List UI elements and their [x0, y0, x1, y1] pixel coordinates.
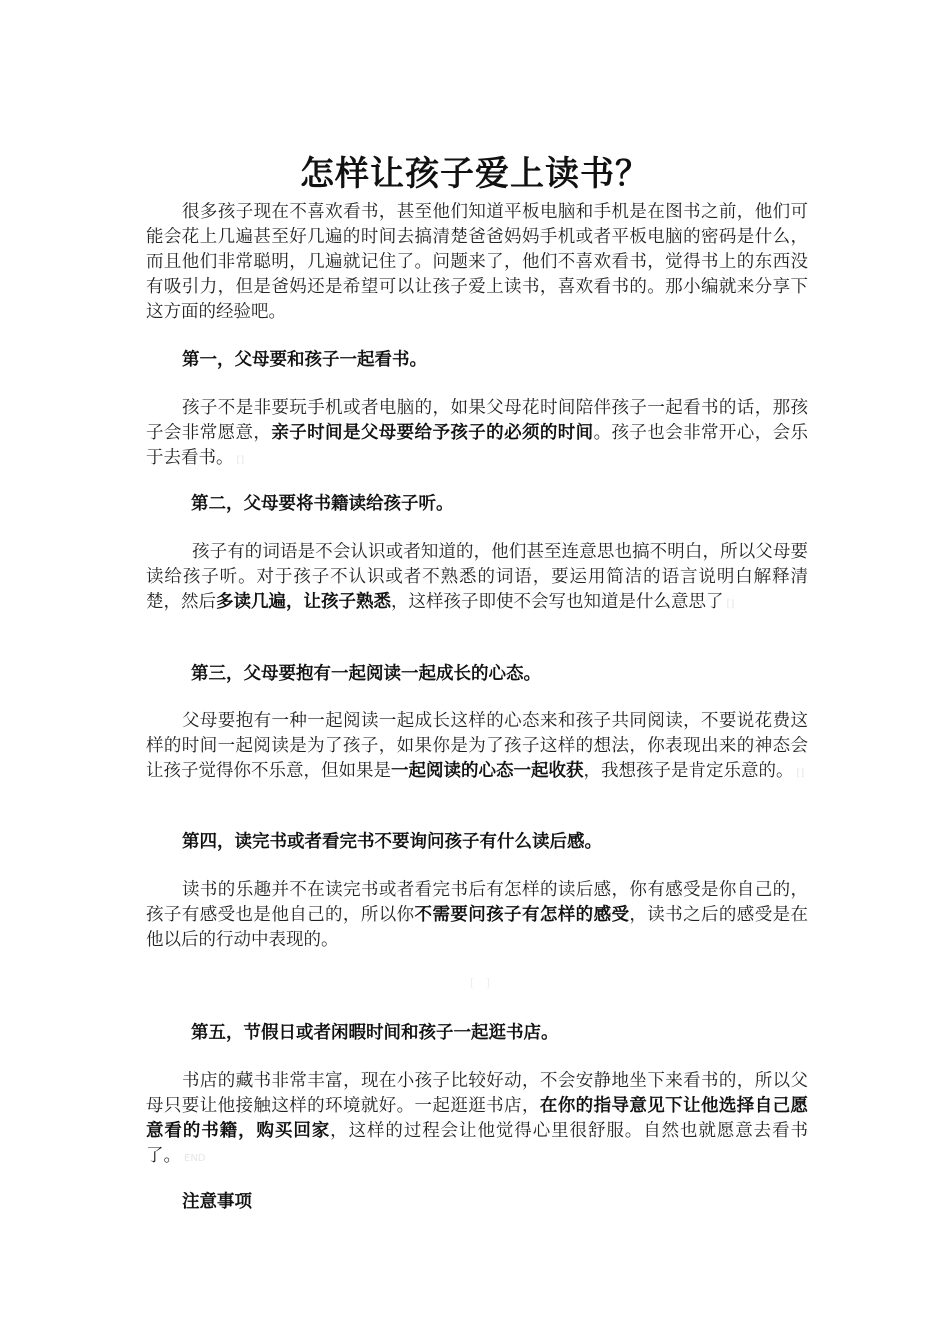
- notes-heading: 注意事项: [182, 1192, 252, 1212]
- section-heading-4: 第四，读完书或者看完书不要询问孩子有什么读后感。: [182, 832, 602, 852]
- body-text: 书店的藏书非常丰富，现在小孩子比较好动，不会安静地坐下来看书的，所以父母只要让他接触这样的环境就好。一起逛逛书店，: [146, 1071, 808, 1116]
- body-bold-text: 一起阅读的心态一起收获: [391, 761, 584, 781]
- intro-paragraph: 很多孩子现在不喜欢看书，甚至他们知道平板电脑和手机是在图书之前，他们可能会花上几遍甚至好几遍的时间去搞清楚爸爸妈妈手机或者平板电脑的密码是什么，而且他们非常聪明，几遍就记住了。问题来了，他们不喜欢看书，觉得书上的东西没有吸引力，但是爸妈还是希望可以让孩子爱上读书，喜欢看书的。那小编就来分享下这方面的经验吧。: [146, 202, 808, 322]
- body-bold-text: 在你的指导意见下让他选择自己愿意看的书籍，购买回家: [146, 1096, 808, 1141]
- body-text: 孩子有的词语是不会认识或者知道的，他们甚至连意思也搞不明白，所以父母要读给孩子听。对于孩子不认识或者不熟悉的词语，要运用简洁的语言说明白解释清楚，然后: [146, 542, 808, 612]
- section-body-3: [146, 709, 808, 786]
- body-text: 父母要抱有一种一起阅读一起成长这样的心态来和孩子共同阅读，不要说花费这样的时间一起阅读是为了孩子，如果你是为了孩子这样的想法，你表现出来的神态会让孩子觉得你不乐意，但如果是: [146, 711, 808, 781]
- body-bold-text: 亲子时间是父母要给予孩子的必须的时间: [271, 423, 594, 443]
- body-bold-text: 不需要问孩子有怎样的感受: [414, 905, 630, 925]
- section-heading-3: 第三，父母要抱有一起阅读一起成长的心态。: [191, 664, 541, 684]
- section-body-4: [146, 878, 808, 953]
- section-body-2: [146, 540, 808, 617]
- body-text: 。孩子也会非常开心，会乐于去看书。: [146, 423, 809, 468]
- section-heading-5: 第五，节假日或者闲暇时间和孩子一起逛书店。: [191, 1023, 559, 1043]
- section-heading-2: 第二，父母要将书籍读给孩子听。: [191, 494, 454, 514]
- image-placeholder-mark: []: [796, 768, 805, 779]
- faint-image-mark: [ ]: [470, 976, 495, 989]
- page-title: 怎样让孩子爱上读书？: [300, 153, 650, 194]
- section-heading-1: 第一，父母要和孩子一起看书。: [182, 350, 427, 370]
- body-text: 孩子不是非要玩手机或者电脑的，如果父母花时间陪伴孩子一起看书的话，那孩子会非常愿意，: [146, 398, 808, 443]
- body-text: ，这样孩子即使不会写也知道是什么意思了: [391, 592, 724, 612]
- section-body-5: [146, 1069, 808, 1171]
- body-text: ，这样的过程会让他觉得心里很舒服。自然也就愿意去看书了。: [146, 1121, 809, 1166]
- body-bold-text: 多读几遍，让孩子熟悉: [216, 592, 391, 612]
- image-placeholder-mark: []: [236, 455, 245, 466]
- section-body-1: [146, 396, 808, 473]
- body-text: ，我想孩子是肯定乐意的。: [583, 761, 794, 781]
- image-placeholder-mark: []: [726, 599, 735, 610]
- end-mark: END: [184, 1153, 206, 1164]
- body-text: ，读书之后的感受是在他以后的行动中表现的。: [146, 905, 809, 950]
- body-text: 读书的乐趣并不在读完书或者看完书后有怎样的读后感，你有感受是你自己的，孩子有感受也是他自己的，所以你: [146, 880, 808, 925]
